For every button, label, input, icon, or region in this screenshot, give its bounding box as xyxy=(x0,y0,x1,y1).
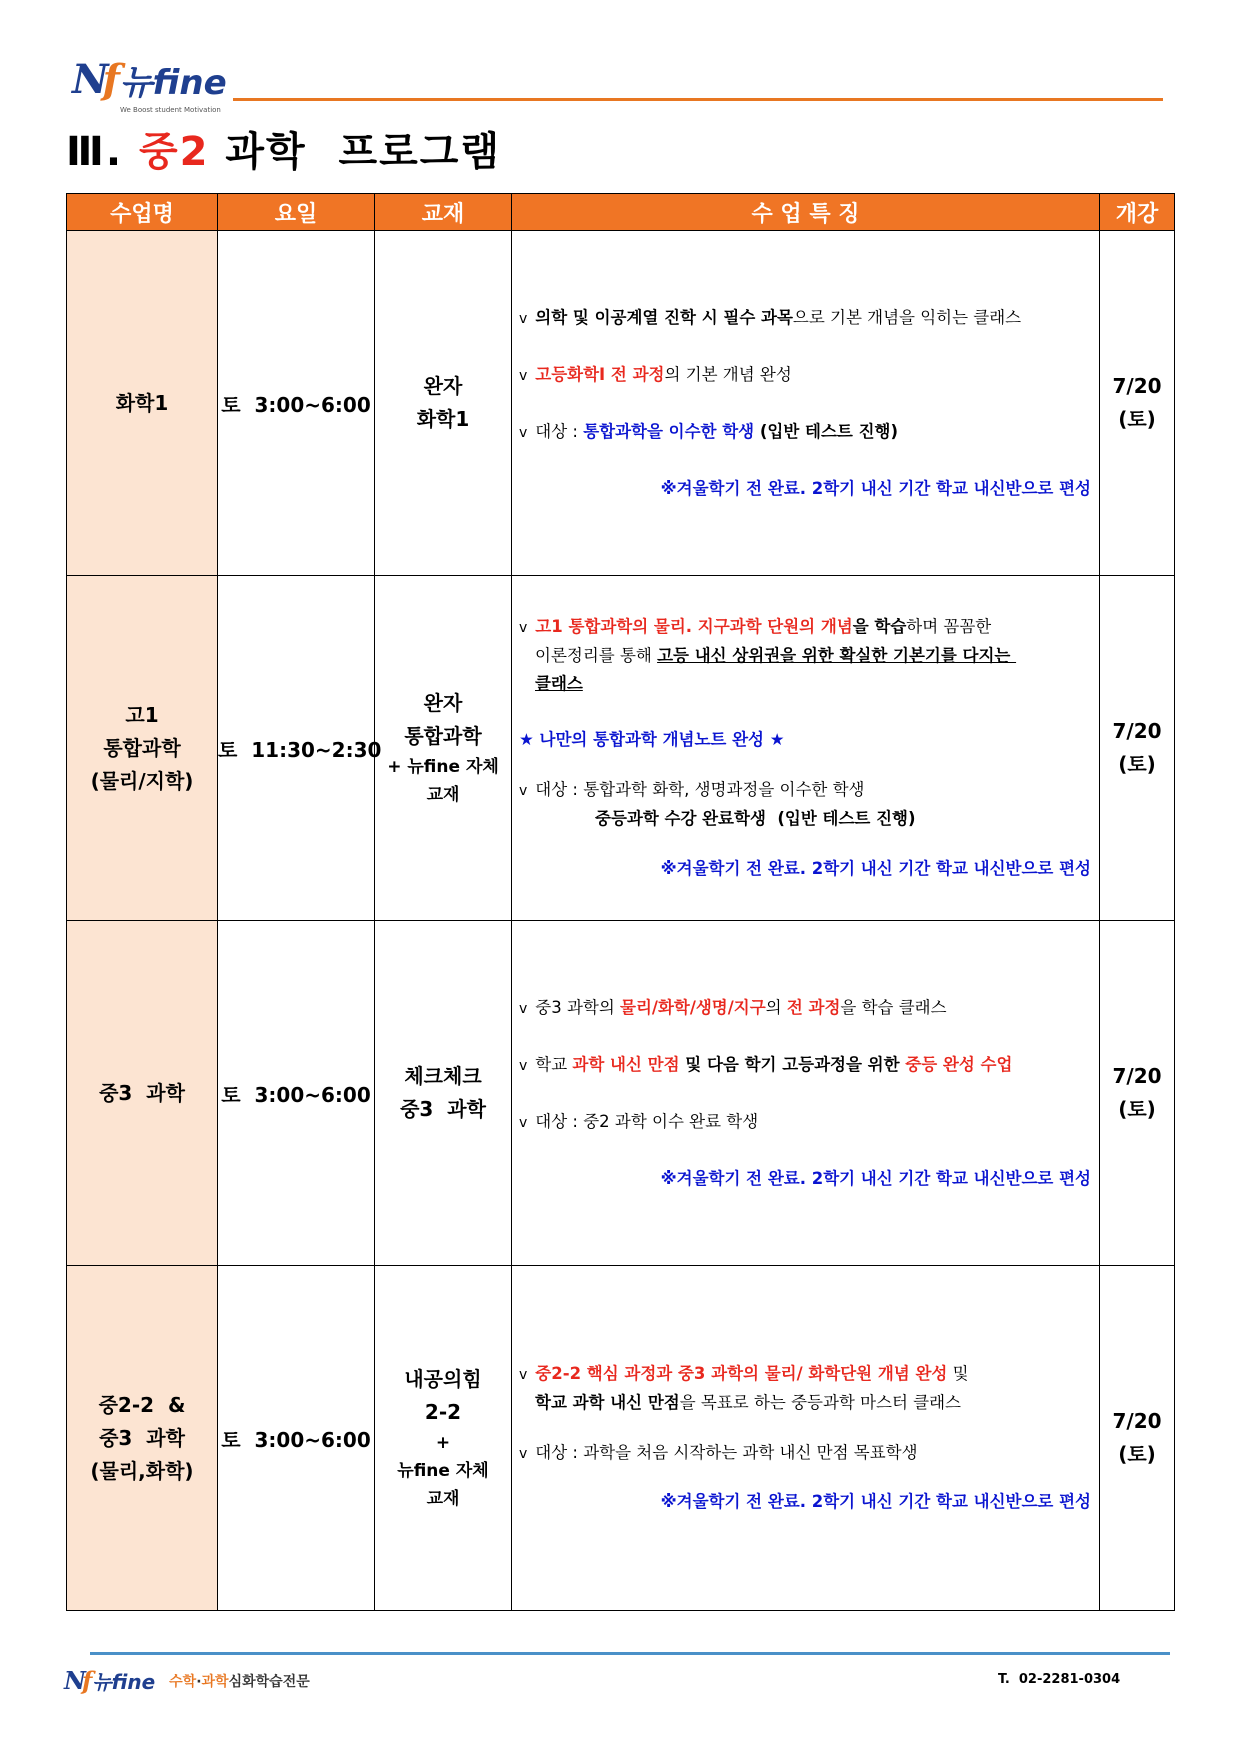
logo-tagline: We Boost student Motivation xyxy=(120,106,221,114)
check-icon: v xyxy=(519,1057,528,1074)
start-date-cell: 7/20 (토) xyxy=(1100,1266,1175,1611)
footer-slogan: 수학·과학심화학습전문 xyxy=(169,1673,310,1690)
table-row xyxy=(67,576,1175,921)
day-cell: 토 3:00~6:00 xyxy=(218,921,375,1266)
check-icon: v xyxy=(519,1446,528,1462)
table-row xyxy=(67,921,1175,1266)
header-divider xyxy=(233,98,1163,101)
page-title: Ⅲ. 중2 과학 프로그램 xyxy=(66,129,502,175)
schedule-note: ※겨울학기 전 완료. 2학기 내신 기간 학교 내신반으로 편성 xyxy=(660,478,1091,498)
logo-mark: Nf xyxy=(72,56,114,103)
day-cell: 토 11:30~2:30 xyxy=(218,576,375,921)
check-icon: v xyxy=(519,424,528,441)
footer-divider xyxy=(90,1652,1170,1655)
class-name-cell: 화학1 xyxy=(67,231,218,576)
textbook-cell: 완자 통합과학 + 뉴fine 자체 교재 xyxy=(375,576,512,921)
check-icon: v xyxy=(519,1367,528,1383)
features-cell: v 고1 통합과학의 물리. 지구과학 단원의 개념을 학습하며 꼼꼼한 이론정리를 통해 고등 내신 상위권을 위한 확실한 기본기를 다지는 클래스 ★ 나만의 통합과학 개념노트 완성 ★ v 대상 : 통합과학 화학, 생명과정을 이수한 학생 중등과학 수강 완료학생 (입반 테스트 진행) ※겨울학기 전 완료. 2학기 내신 기간 학교 내신반으로 편성 xyxy=(512,576,1100,921)
schedule-note: ※겨울학기 전 완료. 2학기 내신 기간 학교 내신반으로 편성 xyxy=(660,859,1091,878)
check-icon: v xyxy=(519,310,528,327)
start-date-cell: 7/20 (토) xyxy=(1100,231,1175,576)
table-row xyxy=(67,231,1175,576)
table-header-row xyxy=(67,194,1175,231)
class-name-cell: 고1 통합과학 (물리/지학) xyxy=(67,576,218,921)
star-highlight: ★ 나만의 통합과학 개념노트 완성 ★ xyxy=(519,730,785,749)
start-date-cell: 7/20 (토) xyxy=(1100,921,1175,1266)
brand-logo xyxy=(72,56,227,114)
textbook-cell: 완자 화학1 xyxy=(375,231,512,576)
header-class-name: 수업명 xyxy=(67,194,218,231)
features-cell: v 중2-2 핵심 과정과 중3 과학의 물리/ 화학단원 개념 완성 및 학교 과학 내신 만점을 목표로 하는 중등과학 마스터 클래스 v 대상 : 과학을 처음 시작하는 과학 내신 만점 목표학생 ※겨울학기 전 완료. 2학기 내신 기간 학교 내신반으로 편성 xyxy=(512,1266,1100,1611)
footer-logo-mark: Nf xyxy=(64,1666,89,1695)
features-cell: v 의학 및 이공계열 진학 시 필수 과목으로 기본 개념을 익히는 클래스 v 고등화학Ⅰ 전 과정의 기본 개념 완성 v 대상 : 통합과학을 이수한 학생 (입반 테스트 진행) ※겨울학기 전 완료. 2학기 내신 기간 학교 내신반으로 편성 xyxy=(512,231,1100,576)
footer-brand xyxy=(64,1666,310,1695)
schedule-note: ※겨울학기 전 완료. 2학기 내신 기간 학교 내신반으로 편성 xyxy=(660,1492,1091,1511)
header-day: 요일 xyxy=(218,194,375,231)
check-icon: v xyxy=(519,620,528,636)
footer-wordmark: 뉴fine xyxy=(92,1670,156,1694)
start-date-cell: 7/20 (토) xyxy=(1100,576,1175,921)
check-icon: v xyxy=(519,783,528,799)
check-icon: v xyxy=(519,1000,528,1017)
day-cell: 토 3:00~6:00 xyxy=(218,231,375,576)
features-cell: v 중3 과학의 물리/화학/생명/지구의 전 과정을 학습 클래스 v 학교 과학 내신 만점 및 다음 학기 고등과정을 위한 중등 완성 수업 v 대상 : 중2 과학 이수 완료 학생 ※겨울학기 전 완료. 2학기 내신 기간 학교 내신반으로 편성 xyxy=(512,921,1100,1266)
schedule-note: ※겨울학기 전 완료. 2학기 내신 기간 학교 내신반으로 편성 xyxy=(660,1168,1091,1188)
header-features: 수 업 특 징 xyxy=(512,194,1100,231)
program-table xyxy=(66,193,1175,1611)
class-name-cell: 중2-2 & 중3 과학 (물리,화학) xyxy=(67,1266,218,1611)
header-start: 개강 xyxy=(1100,194,1175,231)
logo-wordmark: 뉴fine xyxy=(119,63,227,103)
table-row xyxy=(67,1266,1175,1611)
header-textbook: 교재 xyxy=(375,194,512,231)
class-name-cell: 중3 과학 xyxy=(67,921,218,1266)
day-cell: 토 3:00~6:00 xyxy=(218,1266,375,1611)
check-icon: v xyxy=(519,367,528,384)
textbook-cell: 내공의힘 2-2 + 뉴fine 자체 교재 xyxy=(375,1266,512,1611)
footer-phone: T. 02-2281-0304 xyxy=(998,1672,1121,1687)
textbook-cell: 체크체크 중3 과학 xyxy=(375,921,512,1266)
check-icon: v xyxy=(519,1114,528,1131)
